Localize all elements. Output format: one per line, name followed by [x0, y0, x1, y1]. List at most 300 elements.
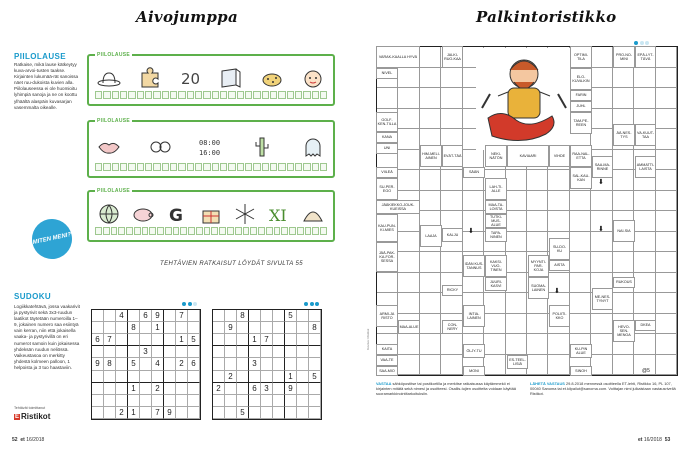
sudoku-cell[interactable] — [213, 322, 225, 334]
crossword-cell[interactable] — [398, 129, 419, 150]
crossword-cell[interactable] — [548, 211, 569, 232]
sudoku-cell[interactable] — [176, 322, 188, 334]
crossword-cell[interactable] — [656, 150, 677, 171]
crossword-cell[interactable] — [634, 191, 655, 212]
sudoku-cell[interactable] — [261, 322, 273, 334]
sudoku-cell[interactable] — [225, 395, 237, 407]
sudoku-cell[interactable] — [140, 371, 152, 383]
sudoku-cell[interactable] — [104, 346, 116, 358]
piilolause-box-2 — [87, 120, 335, 178]
sudoku-cell[interactable] — [152, 334, 164, 346]
crossword-cell[interactable] — [441, 355, 462, 376]
crossword-cell[interactable] — [420, 334, 441, 355]
sudoku-cell[interactable] — [273, 383, 285, 395]
sudoku-cell[interactable] — [104, 310, 116, 322]
clue-cell: HEVO-SEN-MENOA — [613, 320, 635, 342]
clue-cell: MAA-ALUE — [398, 320, 420, 334]
sudoku-cell[interactable] — [273, 358, 285, 370]
crossword-cell[interactable] — [591, 314, 612, 335]
sudoku-cell[interactable] — [297, 322, 309, 334]
crossword-cell[interactable] — [527, 355, 548, 376]
sudoku-cell[interactable] — [273, 346, 285, 358]
crossword-cell[interactable] — [570, 314, 591, 335]
sudoku-cell[interactable] — [225, 383, 237, 395]
sudoku-cell[interactable] — [273, 322, 285, 334]
sudoku-cell[interactable] — [188, 395, 200, 407]
clue-cell: VIILEÄ — [376, 167, 398, 178]
crossword-cell[interactable] — [398, 273, 419, 294]
sudoku-cell[interactable] — [249, 407, 261, 419]
sudoku-cell[interactable]: 6 — [188, 358, 200, 370]
sudoku-cell[interactable] — [261, 395, 273, 407]
sudoku-cell[interactable] — [128, 371, 140, 383]
sudoku-cell[interactable] — [297, 334, 309, 346]
sudoku-cell[interactable] — [297, 371, 309, 383]
sudoku-cell[interactable] — [188, 407, 200, 419]
crossword-cell[interactable] — [570, 211, 591, 232]
crossword-cell[interactable] — [527, 334, 548, 355]
sudoku-cell[interactable]: 7 — [152, 407, 164, 419]
crossword-cell[interactable] — [420, 252, 441, 273]
sudoku-cell[interactable] — [140, 407, 152, 419]
clue-cell: SU-DO-KU — [549, 238, 570, 260]
crossword-cell[interactable] — [591, 355, 612, 376]
crossword-cell[interactable] — [398, 170, 419, 191]
sudoku-cell[interactable] — [261, 407, 273, 419]
clue-cell: RICKY — [442, 285, 463, 296]
svg-text:G: G — [169, 206, 183, 226]
crossword-cell[interactable] — [420, 273, 441, 294]
sudoku-grid-2[interactable] — [212, 309, 322, 420]
sudoku-cell[interactable]: 3 — [261, 383, 273, 395]
sudoku-cell[interactable]: 9 — [225, 322, 237, 334]
sudoku-cell[interactable] — [213, 395, 225, 407]
crossword-cell[interactable] — [570, 252, 591, 273]
sudoku-cell[interactable] — [261, 358, 273, 370]
clue-cell: MYYNTI-PAR-KOJA — [528, 255, 549, 277]
crossword-cell[interactable] — [441, 334, 462, 355]
crossword-cell[interactable] — [591, 68, 612, 89]
crossword-cell[interactable] — [656, 191, 677, 212]
sudoku-cell[interactable]: 5 — [237, 407, 249, 419]
sudoku-cell[interactable] — [309, 383, 321, 395]
crossword-cell[interactable] — [506, 314, 527, 335]
sudoku-cell[interactable] — [176, 346, 188, 358]
crossword-cell[interactable] — [420, 355, 441, 376]
crossword-cell[interactable] — [656, 314, 677, 335]
crossword-cell[interactable] — [441, 191, 462, 212]
clue-cell: KAKSI-VUO-TINEN — [485, 255, 507, 277]
sudoku-cell[interactable] — [249, 371, 261, 383]
sudoku-cell[interactable]: 1 — [285, 371, 297, 383]
sudoku-cell[interactable] — [309, 395, 321, 407]
sudoku-cell[interactable] — [116, 395, 128, 407]
sudoku-cell[interactable] — [140, 322, 152, 334]
crossword-cell[interactable] — [506, 334, 527, 355]
sudoku-cell[interactable] — [309, 310, 321, 322]
sudoku-cell[interactable] — [237, 395, 249, 407]
sudoku-cell[interactable]: 2 — [225, 371, 237, 383]
sudoku-cell[interactable] — [273, 310, 285, 322]
crossword-cell[interactable] — [484, 355, 505, 376]
sudoku-cell[interactable] — [285, 395, 297, 407]
crossword-cell[interactable] — [527, 191, 548, 212]
sudoku-cell[interactable] — [237, 322, 249, 334]
crossword-cell[interactable] — [548, 355, 569, 376]
crossword-cell[interactable] — [441, 252, 462, 273]
sudoku-cell[interactable] — [188, 310, 200, 322]
sudoku-cell[interactable] — [273, 334, 285, 346]
clock-0800-icon — [197, 133, 225, 161]
sudoku-cell[interactable] — [297, 407, 309, 419]
issue-number: 16/2018 — [643, 437, 662, 443]
sudoku-cell[interactable]: 3 — [140, 346, 152, 358]
sudoku-cell[interactable] — [164, 334, 176, 346]
crossword-cell[interactable] — [570, 191, 591, 212]
crossword-cell[interactable] — [398, 211, 419, 232]
clue-cell: SAA-MA-RINNE — [592, 156, 613, 178]
crossword-cell[interactable] — [613, 252, 634, 273]
sudoku-cell[interactable] — [225, 334, 237, 346]
globe-icon — [95, 200, 123, 228]
sudoku-cell[interactable] — [116, 322, 128, 334]
sudoku-cell[interactable] — [309, 358, 321, 370]
clue-cell: INTIA-LAINEN — [463, 305, 485, 327]
sudoku-cell[interactable] — [261, 346, 273, 358]
sudoku-cell[interactable]: 9 — [285, 383, 297, 395]
crossword-cell[interactable] — [634, 334, 655, 355]
crossword-cell[interactable] — [613, 88, 634, 109]
crossword-cell[interactable] — [634, 211, 655, 232]
sudoku-cell[interactable] — [140, 395, 152, 407]
sudoku-cell[interactable]: 6 — [140, 310, 152, 322]
crossword-cell[interactable] — [613, 170, 634, 191]
crossword-cell[interactable] — [634, 232, 655, 253]
sudoku-cell[interactable] — [297, 383, 309, 395]
sudoku-cell[interactable] — [285, 407, 297, 419]
sudoku-cell[interactable]: 2 — [116, 407, 128, 419]
sudoku-cell[interactable]: 1 — [249, 334, 261, 346]
sudoku-cell[interactable]: 7 — [104, 334, 116, 346]
sudoku-cell[interactable] — [188, 346, 200, 358]
sudoku-cell[interactable] — [92, 346, 104, 358]
crossword-cell[interactable] — [398, 334, 419, 355]
crossword-cell[interactable] — [527, 211, 548, 232]
piilolause-heading: PIILOLAUSE — [14, 52, 67, 61]
sudoku-cell[interactable] — [92, 383, 104, 395]
sudoku-cell[interactable] — [237, 371, 249, 383]
crossword-cell[interactable] — [398, 109, 419, 130]
sudoku-cell[interactable] — [285, 358, 297, 370]
sudoku-cell[interactable] — [128, 346, 140, 358]
crossword-cell[interactable] — [506, 293, 527, 314]
crossword-cell[interactable] — [398, 293, 419, 314]
sudoku-cell[interactable] — [164, 358, 176, 370]
sudoku-cell[interactable] — [188, 371, 200, 383]
sudoku-cell[interactable] — [164, 383, 176, 395]
letter-g-icon — [163, 200, 191, 228]
sudoku-cell[interactable] — [176, 383, 188, 395]
sudoku-cell[interactable] — [249, 395, 261, 407]
clue-cell: KAVIAARI — [507, 145, 549, 167]
sudoku-cell[interactable] — [116, 358, 128, 370]
crossword-cell[interactable] — [484, 334, 505, 355]
sudoku-cell[interactable] — [92, 395, 104, 407]
crossword-cell[interactable] — [441, 109, 462, 130]
crossword-cell[interactable] — [420, 68, 441, 89]
crossword-cell[interactable] — [656, 68, 677, 89]
sudoku-cell[interactable] — [309, 407, 321, 419]
sudoku-cell[interactable]: 9 — [152, 310, 164, 322]
crossword-cell[interactable] — [656, 211, 677, 232]
crossword-cell[interactable] — [656, 129, 677, 150]
sudoku-cell[interactable] — [273, 407, 285, 419]
crossword-cell[interactable] — [420, 293, 441, 314]
clue-cell: NAI-SIA — [613, 220, 635, 242]
clue-cell: NIVEL — [376, 68, 398, 79]
crossword-cell[interactable] — [441, 68, 462, 89]
sudoku-cell[interactable] — [297, 310, 309, 322]
sudoku-cell[interactable] — [152, 346, 164, 358]
sudoku-cell[interactable] — [104, 383, 116, 395]
crossword-cell[interactable] — [613, 68, 634, 89]
page-title: Palkintoristikko — [476, 8, 617, 26]
crossword-cell[interactable] — [634, 293, 655, 314]
crossword-cell[interactable] — [570, 232, 591, 253]
sudoku-cell[interactable] — [309, 346, 321, 358]
sudoku-cell[interactable] — [273, 395, 285, 407]
crossword-cell[interactable] — [613, 191, 634, 212]
sudoku-cell[interactable] — [285, 322, 297, 334]
crossword-cell[interactable] — [570, 293, 591, 314]
sudoku-cell[interactable] — [225, 407, 237, 419]
sudoku-cell[interactable]: 1 — [176, 334, 188, 346]
sudoku-cell[interactable] — [285, 334, 297, 346]
crossword-cell[interactable] — [398, 232, 419, 253]
sudoku-cell[interactable] — [128, 310, 140, 322]
sudoku-cell[interactable]: 8 — [237, 310, 249, 322]
sudoku-cell[interactable] — [92, 310, 104, 322]
sudoku-cell[interactable] — [237, 346, 249, 358]
sudoku-cell[interactable]: 5 — [285, 310, 297, 322]
crossword-cell[interactable] — [398, 88, 419, 109]
crossword-cell[interactable] — [420, 47, 441, 68]
crossword-cell[interactable] — [591, 252, 612, 273]
sudoku-cell[interactable] — [285, 346, 297, 358]
sudoku-cell[interactable] — [188, 322, 200, 334]
sudoku-cell[interactable] — [92, 371, 104, 383]
sudoku-cell[interactable] — [92, 407, 104, 419]
roman-xi-icon — [265, 200, 293, 228]
sudoku-cell[interactable] — [249, 310, 261, 322]
crossword-cell[interactable] — [656, 334, 677, 355]
sudoku-cell[interactable]: 2 — [152, 383, 164, 395]
sudoku-cell[interactable] — [164, 322, 176, 334]
crossword-cell[interactable] — [398, 68, 419, 89]
sudoku-cell[interactable] — [225, 346, 237, 358]
crossword-cell[interactable] — [527, 232, 548, 253]
sudoku-cell[interactable]: 4 — [116, 310, 128, 322]
crossword-cell[interactable] — [634, 252, 655, 273]
sudoku-cell[interactable] — [237, 383, 249, 395]
sudoku-cell[interactable]: 1 — [128, 383, 140, 395]
crossword-cell[interactable] — [527, 170, 548, 191]
crossword-cell[interactable] — [613, 355, 634, 376]
crossword-cell[interactable] — [591, 88, 612, 109]
sudoku-cell[interactable] — [164, 395, 176, 407]
sudoku-cell[interactable] — [213, 310, 225, 322]
crossword-cell[interactable] — [398, 150, 419, 171]
crossword-cell[interactable] — [656, 232, 677, 253]
sudoku-cell[interactable] — [297, 358, 309, 370]
crossword-cell[interactable] — [506, 232, 527, 253]
crossword-cell[interactable] — [656, 47, 677, 68]
sudoku-cell[interactable] — [176, 371, 188, 383]
sudoku-cell[interactable] — [152, 395, 164, 407]
crossword-cell[interactable] — [441, 170, 462, 191]
sudoku-cell[interactable]: 9 — [164, 407, 176, 419]
sudoku-cell[interactable] — [297, 395, 309, 407]
sudoku-cell[interactable] — [152, 371, 164, 383]
crossword-cell[interactable] — [548, 191, 569, 212]
crossword-cell[interactable] — [591, 129, 612, 150]
sudoku-cell[interactable] — [164, 346, 176, 358]
sudoku-cell[interactable] — [116, 346, 128, 358]
sudoku-cell[interactable] — [116, 383, 128, 395]
sudoku-cell[interactable] — [225, 358, 237, 370]
crossword-cell[interactable] — [506, 191, 527, 212]
crossword-cell[interactable] — [613, 293, 634, 314]
clue-cell: ELO-KUVA-KIN — [570, 68, 592, 90]
crossword-cell[interactable] — [656, 355, 677, 376]
sudoku-cell[interactable] — [213, 334, 225, 346]
crossword-cell[interactable] — [420, 109, 441, 130]
crossword-cell[interactable] — [548, 170, 569, 191]
sudoku-cell[interactable]: 2 — [213, 383, 225, 395]
crossword-cell[interactable] — [591, 334, 612, 355]
crossword-cell[interactable] — [570, 273, 591, 294]
sudoku-cell[interactable]: 8 — [104, 358, 116, 370]
sudoku-cell[interactable]: 1 — [128, 407, 140, 419]
sudoku-cell[interactable] — [261, 371, 273, 383]
crossword-cell[interactable] — [506, 170, 527, 191]
sudoku-cell[interactable] — [116, 371, 128, 383]
crossword-cell[interactable] — [591, 232, 612, 253]
sudoku-cell[interactable] — [176, 395, 188, 407]
sudoku-cell[interactable] — [140, 334, 152, 346]
sudoku-cell[interactable] — [116, 334, 128, 346]
sudoku-cell[interactable]: 6 — [92, 334, 104, 346]
crossword-cell[interactable] — [591, 191, 612, 212]
sudoku-cell[interactable] — [164, 371, 176, 383]
sudoku-cell[interactable] — [249, 346, 261, 358]
sudoku-cell[interactable] — [188, 383, 200, 395]
crossword-cell[interactable] — [656, 170, 677, 191]
crossword-cell[interactable] — [656, 252, 677, 273]
sudoku-cell[interactable]: 7 — [261, 334, 273, 346]
crossword-cell[interactable] — [527, 314, 548, 335]
crossword-cell[interactable] — [613, 150, 634, 171]
sudoku-cell[interactable]: 6 — [249, 383, 261, 395]
crossword-cell[interactable] — [484, 293, 505, 314]
sudoku-cell[interactable] — [92, 322, 104, 334]
crossword-cell[interactable] — [441, 293, 462, 314]
sudoku-cell[interactable] — [213, 346, 225, 358]
sudoku-cell[interactable] — [213, 407, 225, 419]
clue-cell: OPTIMI-TILA — [570, 46, 592, 68]
crossword-cell[interactable] — [591, 47, 612, 68]
sudoku-cell[interactable] — [104, 407, 116, 419]
sudoku-cell[interactable]: 8 — [128, 322, 140, 334]
sudoku-cell[interactable]: 1 — [152, 322, 164, 334]
sudoku-cell[interactable]: 2 — [176, 358, 188, 370]
crossword-cell[interactable] — [398, 252, 419, 273]
sudoku-cell[interactable] — [309, 334, 321, 346]
sudoku-cell[interactable] — [297, 346, 309, 358]
sudoku-grid-1[interactable] — [91, 309, 201, 420]
sudoku-cell[interactable] — [176, 407, 188, 419]
crossword-cell[interactable] — [634, 88, 655, 109]
crossword-cell[interactable] — [548, 334, 569, 355]
crossword-cell[interactable] — [634, 68, 655, 89]
crossword-cell[interactable] — [420, 191, 441, 212]
sudoku-cell[interactable] — [104, 322, 116, 334]
crossword-cell[interactable] — [634, 273, 655, 294]
sudoku-cell[interactable] — [261, 310, 273, 322]
sudoku-cell[interactable] — [249, 322, 261, 334]
sudoku-cell[interactable]: 9 — [92, 358, 104, 370]
crossword-cell[interactable] — [656, 88, 677, 109]
crossword-cell[interactable] — [377, 273, 398, 294]
crossword-cell[interactable] — [398, 355, 419, 376]
sudoku-cell[interactable] — [213, 358, 225, 370]
sudoku-cell[interactable] — [104, 395, 116, 407]
sudoku-cell[interactable] — [225, 310, 237, 322]
crossword-cell[interactable] — [463, 191, 484, 212]
sudoku-cell[interactable] — [164, 310, 176, 322]
crossword-cell[interactable] — [420, 314, 441, 335]
sudoku-cell[interactable]: 5 — [309, 371, 321, 383]
sudoku-cell[interactable] — [140, 358, 152, 370]
crossword-cell[interactable] — [656, 109, 677, 130]
sudoku-cell[interactable]: 5 — [188, 334, 200, 346]
crossword-cell[interactable] — [656, 273, 677, 294]
sudoku-cell[interactable]: 7 — [176, 310, 188, 322]
crossword-cell[interactable] — [420, 170, 441, 191]
sudoku-cell[interactable] — [104, 371, 116, 383]
sudoku-cell[interactable] — [128, 334, 140, 346]
sudoku-cell[interactable]: 5 — [128, 358, 140, 370]
sudoku-cell[interactable] — [237, 334, 249, 346]
crossword-cell[interactable] — [441, 88, 462, 109]
sudoku-cell[interactable] — [128, 395, 140, 407]
sudoku-cell[interactable] — [140, 383, 152, 395]
crossword-cell[interactable] — [377, 88, 398, 109]
crossword-cell[interactable] — [506, 273, 527, 294]
crossword-cell[interactable] — [591, 109, 612, 130]
sudoku-cell[interactable]: 4 — [152, 358, 164, 370]
sudoku-cell[interactable] — [213, 371, 225, 383]
crossword-cell[interactable] — [484, 314, 505, 335]
sudoku-cell[interactable]: 3 — [249, 358, 261, 370]
sudoku-cell[interactable] — [273, 371, 285, 383]
crossword-cell[interactable] — [420, 88, 441, 109]
sudoku-cell[interactable]: 8 — [309, 322, 321, 334]
crossword-cell[interactable] — [506, 211, 527, 232]
crossword-cell[interactable] — [656, 293, 677, 314]
crossword-cell[interactable] — [506, 252, 527, 273]
sudoku-cell[interactable] — [237, 358, 249, 370]
